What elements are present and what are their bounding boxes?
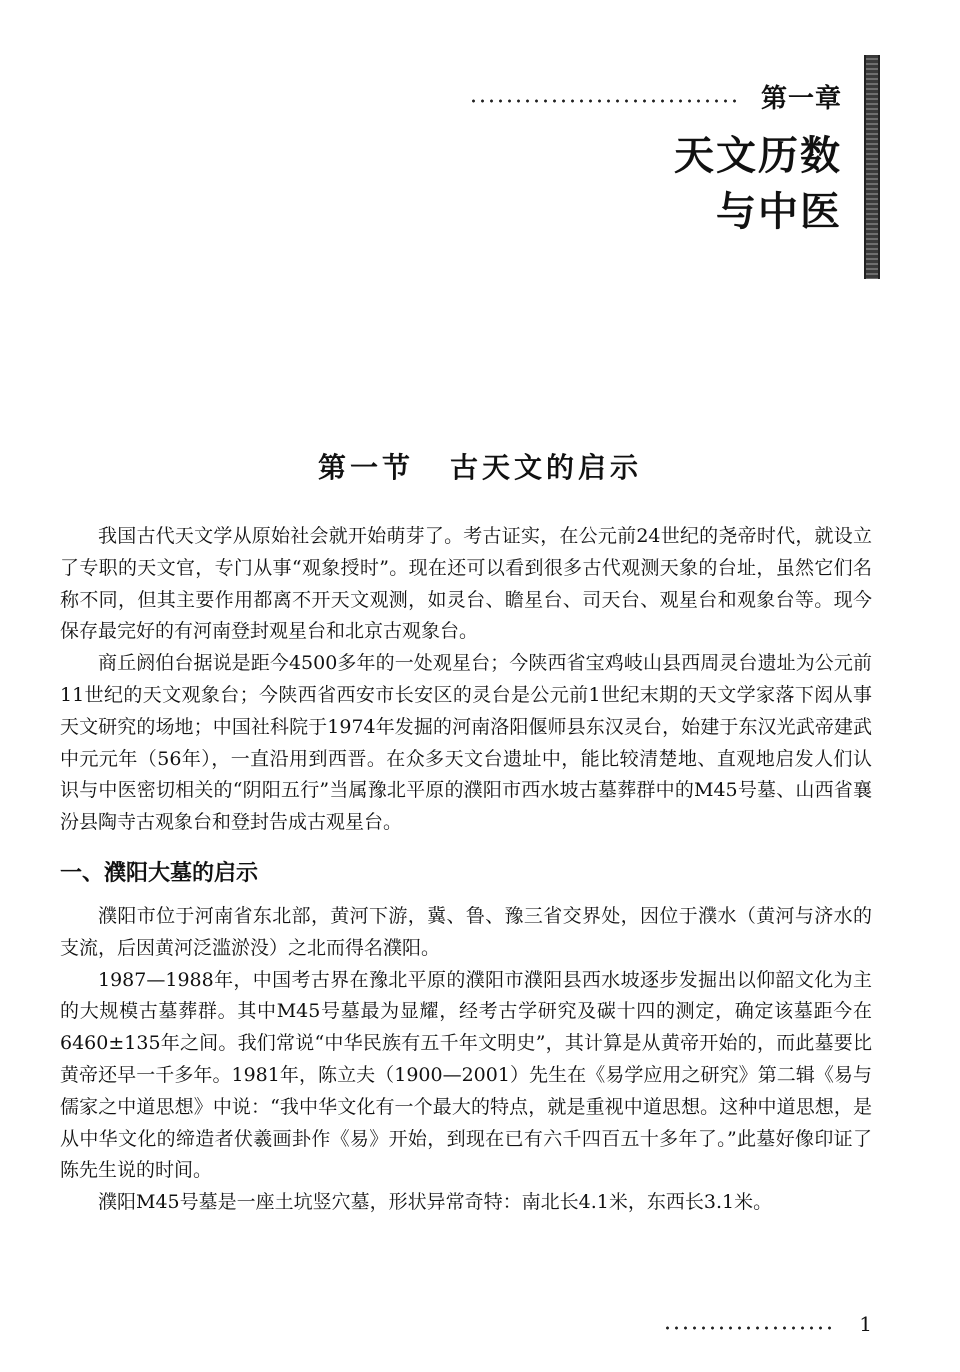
chapter-title (469, 128, 842, 240)
paragraph-4: 1987—1988年，中国考古界在豫北平原的濮阳市濮阳县西水坡逐步发掘出以仰韶文化为主的大规模古墓葬群。其中M45号墓最为显耀，经考古学研究及碳十四的测定，确定该墓距今在6460±135年之间。我们常说“中华民族有五千年文明史”，其计算是从黄帝开始的，而此墓要比黄帝还早一千多年。1981年，陈立夫（1900—2001）先生在《易学应用之研究》第二辑《易与儒家之中道思想》中说：“我中华文化有一个最大的特点，就是重视中道思想。这种中道思想，是从中华文化的缔造者伏羲画卦作《易》开始，到现在已有六千四百五十多年了。”此墓好像印证了陈先生说的时间。 (60, 968, 872, 1182)
chapter-label: 第一章 (760, 83, 842, 114)
chapter-leader-dots (469, 99, 739, 103)
paragraph-1: 我国古代天文学从原始社会就开始萌芽了。考古证实，在公元前24世纪的尧帝时代，就设立了专职的天文官，专门从事“观象授时”。现在还可以看到很多古代观测天象的台址，虽然它们名称不同，但其主要作用都离不开天文观测，如灵台、瞻星台、司天台、观星台和观象台等。现今保存最完好的有河南登封观星台和北京古观象台。 (60, 525, 872, 643)
subheading: 一、濮阳大墓的启示 (60, 860, 259, 886)
chapter-title-line1: 天文历数 (674, 132, 842, 179)
section-number: 第一节 (317, 451, 414, 484)
paragraph-3: 濮阳市位于河南省东北部，黄河下游，冀、鲁、豫三省交界处，因位于濮水（黄河与济水的支流，后因黄河泛滥淤没）之北而得名濮阳。 (60, 904, 872, 959)
paragraph-5: 濮阳M45号墓是一座土坑竖穴墓，形状异常奇特：南北长4.1米，东西长3.1米。 (98, 1191, 773, 1214)
body-text (60, 521, 872, 1219)
paragraph-2: 商丘阏伯台据说是距今4500多年的一处观星台；今陕西省宝鸡岐山县西周灵台遗址为公元前11世纪的天文观象台；今陕西省西安市长安区的灵台是公元前1世纪末期的天文学家落下闳从事天文研究的场地；中国社科院于1974年发掘的河南洛阳偃师县东汉灵台，始建于东汉光武帝建武中元元年（56年），一直沿用到西晋。在众多天文台遗址中，能比较清楚地、直观地启发人们认识与中医密切相关的“阴阳五行”当属豫北平原的濮阳市西水坡古墓葬群中的M45号墓、山西省襄汾县陶寺古观象台和登封告成古观星台。 (60, 652, 872, 834)
section-heading-text: 古天文的启示 (450, 451, 643, 484)
page-number: 1 (859, 1312, 872, 1336)
chapter-title-line2: 与中医 (716, 188, 842, 235)
page-footer (663, 1312, 872, 1336)
chapter-header (469, 78, 842, 240)
chapter-label-row (469, 78, 842, 114)
section-title (0, 446, 960, 486)
chapter-side-bar (864, 55, 880, 279)
footer-leader-dots (663, 1326, 833, 1330)
